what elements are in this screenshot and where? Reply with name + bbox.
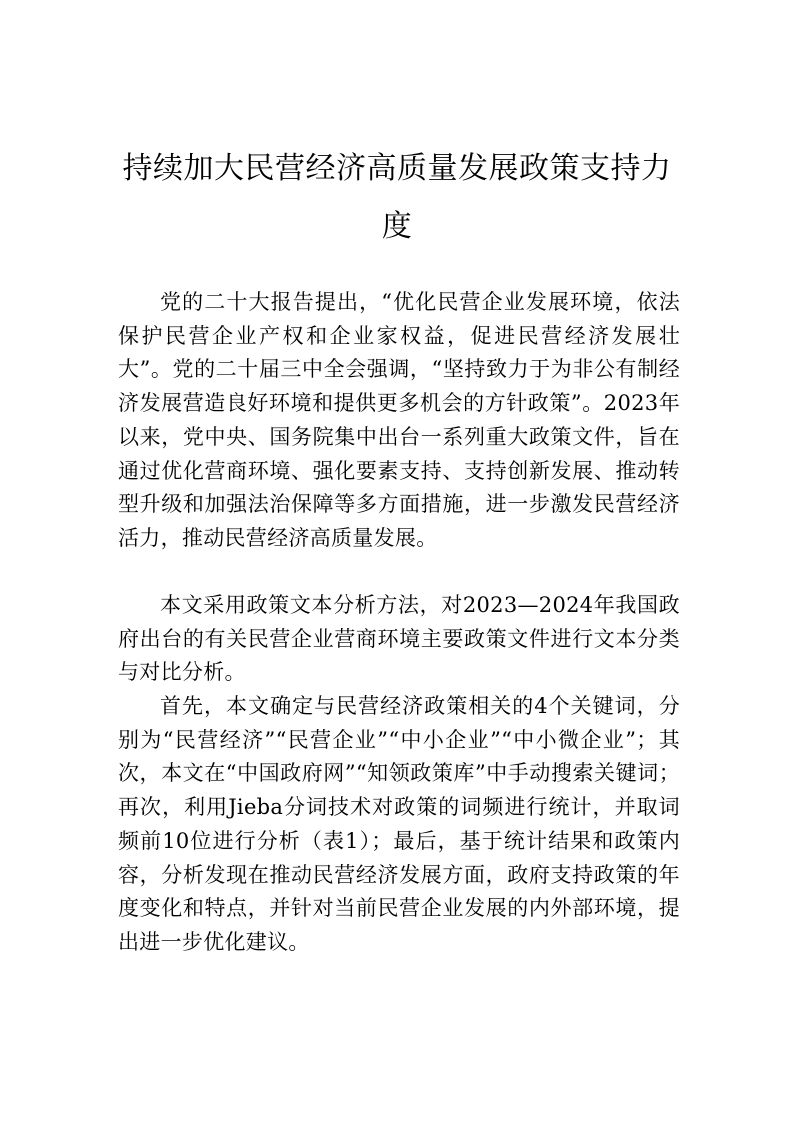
- paragraph-method: 本文采用政策文本分析方法，对2023—2024年我国政府出台的有关民营企业营商环境主要政策文件进行文本分类与对比分析。: [118, 593, 680, 685]
- paragraph-steps: 首先，本文确定与民营经济政策相关的4个关键词，分别为“民营经济”“民营企业”“中小企业”“中小微企业”；其次，本文在“中国政府网”“知领政策库”中手动搜索关键词；再次，利用Jieba分词技术对政策的词频进行统计，并取词频前10位进行分析（表1）；最后，基于统计结果和政策内容，分析发现在推动民营经济发展方面，政府支持政策的年度变化和特点，并针对当前民营企业发展的内外部环境，提出进一步优化建议。: [118, 694, 680, 954]
- document-title: 持续加大民营经济高质量发展政策支持力度: [122, 151, 672, 244]
- paragraph-intro: 党的二十大报告提出，“优化民营企业发展环境，依法保护民营企业产权和企业家权益，促进民营经济发展壮大”。党的二十届三中全会强调，“坚持致力于为非公有制经济发展营造良好环境和提供更多机会的方针政策”。2023年以来，党中央、国务院集中出台一系列重大政策文件，旨在通过优化营商环境、强化要素支持、支持创新发展、推动转型升级和加强法治保障等多方面措施，进一步激发民营经济活力，推动民营经济高质量发展。: [118, 290, 680, 550]
